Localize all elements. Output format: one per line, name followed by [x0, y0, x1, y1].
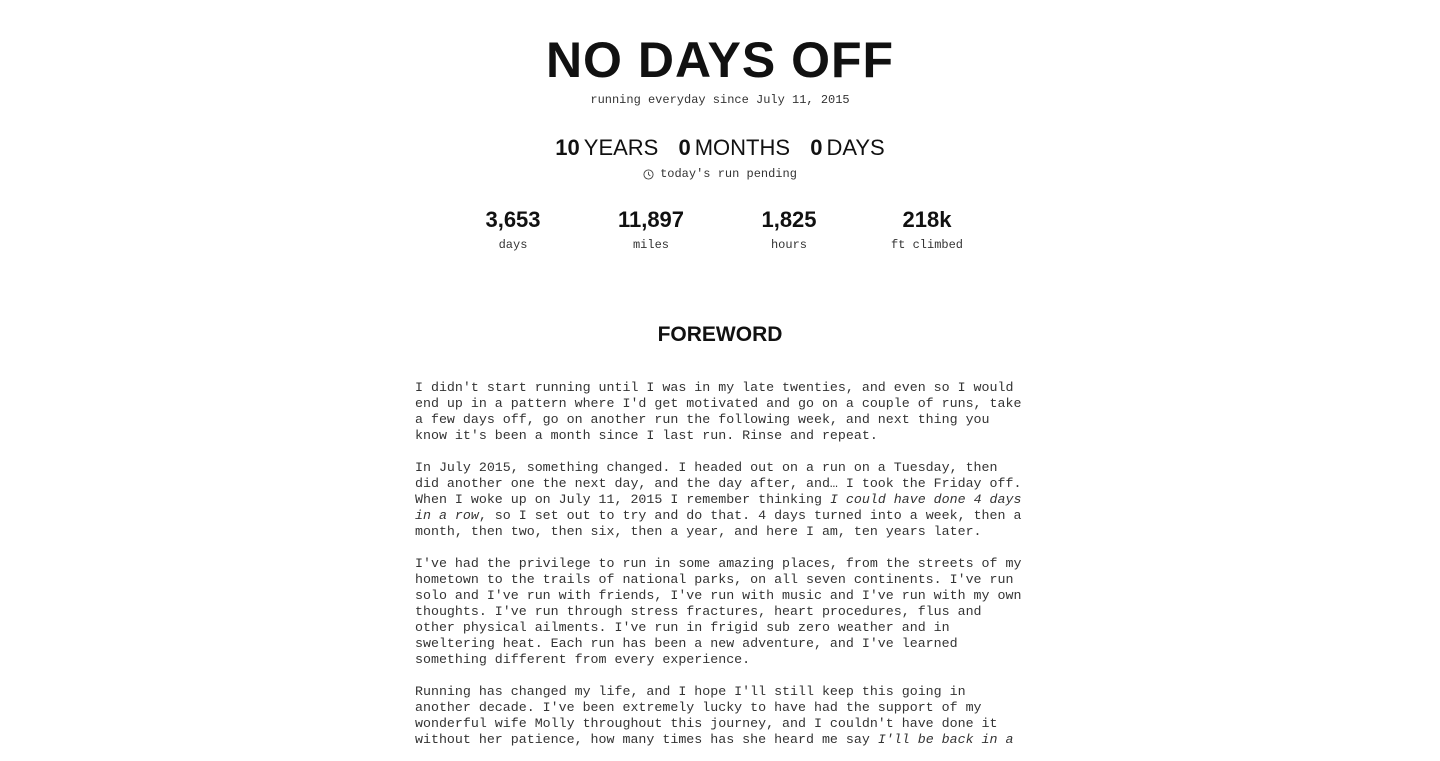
run-status [415, 167, 1025, 181]
paragraph-text: In July 2015, something changed. I headed out on a run on a Tuesday, then did another one the next day, and the day after, and… I took the Friday off. When I woke up on July 11, 2015 I remember thinking [415, 460, 1022, 507]
page-subtitle: running everyday since July 11, 2015 [590, 93, 850, 107]
clock-icon [643, 169, 654, 180]
streak-years-value: 10 [555, 135, 580, 160]
streak-duration [415, 137, 1025, 159]
streak-months-label: MONTHS [694, 135, 791, 160]
streak-days-label: DAYS [826, 135, 885, 160]
stat-ft-climbed [858, 209, 996, 252]
stat-label: hours [770, 238, 807, 252]
streak-days [810, 137, 885, 159]
foreword-paragraph: I've had the privilege to run in some amazing places, from the streets of my hometown to the trails of national parks, on all seven continents. I've run solo and I've run with friends, I've run with music and I've run with my own thoughts. I've run through stress fractures, heart procedures, flus and other physical ailments. I've run in frigid sub zero weather and in sweltering heat. Each run has been a new adventure, and I've learned something different from every experience. [415, 556, 1022, 667]
stat-hours [720, 209, 858, 252]
foreword-body [415, 380, 1025, 748]
stat-value: 3,653 [485, 207, 541, 232]
streak-years-label: YEARS [583, 135, 659, 160]
stats-row [415, 209, 1025, 252]
stat-value: 218k [902, 207, 952, 232]
stat-label: days [498, 238, 528, 252]
foreword-paragraph [415, 460, 1025, 540]
foreword-paragraph [415, 684, 1025, 748]
stat-value: 1,825 [761, 207, 817, 232]
streak-years [555, 137, 658, 159]
stat-label: ft climbed [890, 238, 963, 252]
foreword-paragraph: I didn't start running until I was in my late twenties, and even so I would end up in a pattern where I'd get motivated and go on a couple of runs, take a few days off, go on another run the following week, and next thing you know it's been a month since I last run. Rinse and repeat. [415, 380, 1022, 443]
stat-value: 11,897 [617, 207, 685, 232]
stat-days [444, 209, 582, 252]
run-status-text: today's run pending [660, 167, 797, 181]
streak-months [678, 137, 790, 159]
paragraph-text: , so I set out to try and do that. 4 days turned into a week, then a month, then two, then six, then a year, and here I am, ten years later. [415, 508, 1022, 539]
stat-miles [582, 209, 720, 252]
paragraph-emphasis: I'll be back in a [877, 732, 1014, 747]
streak-days-value: 0 [810, 135, 823, 160]
streak-months-value: 0 [678, 135, 691, 160]
paragraph-emphasis: I could have done 4 days in a row [415, 492, 1022, 523]
page [415, 0, 1025, 748]
foreword-heading: FOREWORD [657, 323, 783, 346]
stat-label: miles [632, 238, 669, 252]
paragraph-text: Running has changed my life, and I hope I'll still keep this going in another decade. I've been extremely lucky to have had the support of my wonderful wife Molly throughout this journey, and I couldn't have done it without her patience, how many times has she heard me say [415, 684, 998, 747]
page-title: NO DAYS OFF [545, 32, 895, 88]
